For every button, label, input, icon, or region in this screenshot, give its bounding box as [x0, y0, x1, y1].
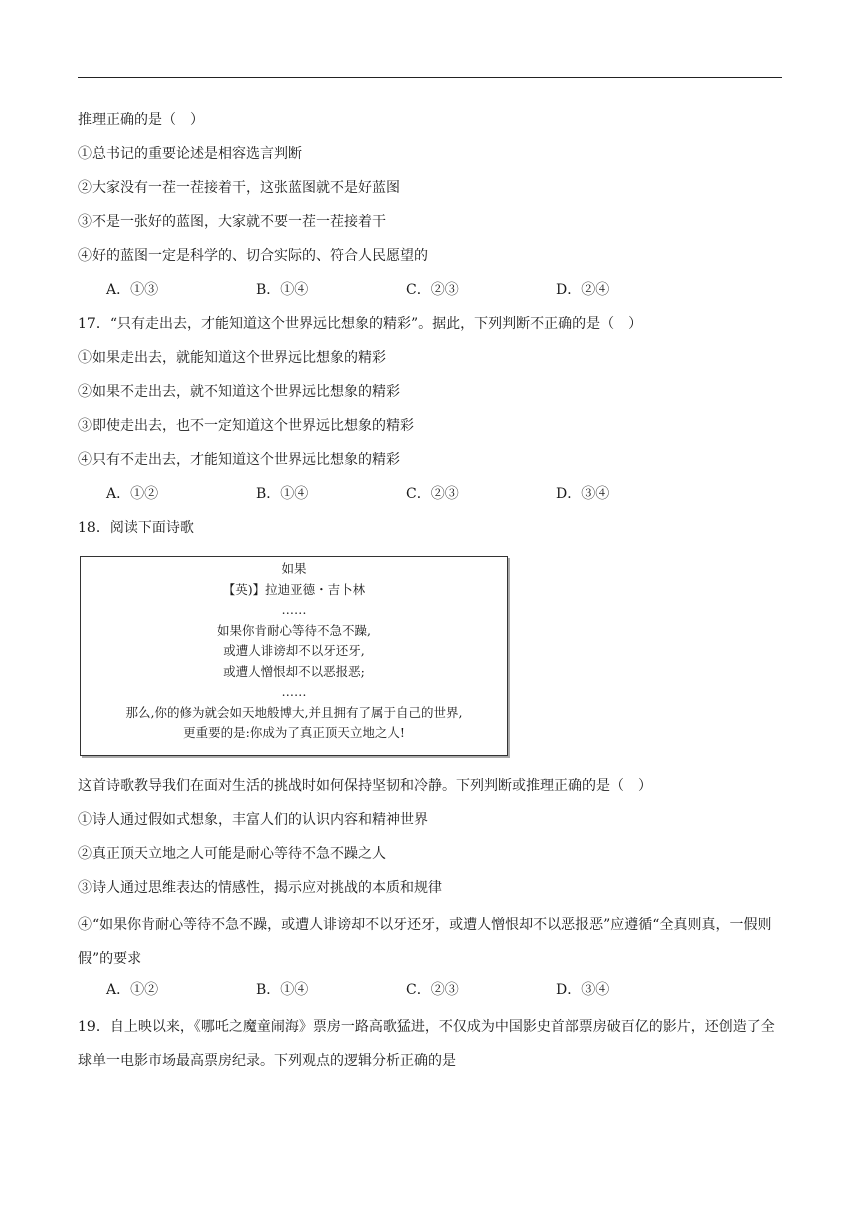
q18-options	[78, 976, 788, 1010]
q17-item-1: ①如果走出去，就能知道这个世界远比想象的精彩	[78, 350, 386, 366]
q17-item-4: ④只有不走出去，才能知道这个世界远比想象的精彩	[78, 452, 400, 468]
q16-item-4: ④好的蓝图一定是科学的、切合实际的、符合人民愿望的	[78, 248, 428, 264]
poem-box	[80, 556, 508, 756]
poem-line: 或遭人诽谤却不以牙还牙,	[223, 643, 365, 658]
q18-option-c[interactable]: C．②③	[406, 982, 459, 998]
q17-item-2: ②如果不走出去，就不知道这个世界远比想象的精彩	[78, 384, 400, 400]
q17-item-3: ③即使走出去，也不一定知道这个世界远比想象的精彩	[78, 418, 414, 434]
q18-item-4: ④“如果你肯耐心等待不急不躁，或遭人诽谤却不以牙还牙，或遭人憎恨却不以恶报恶”应遵循“全真则真，一假则假”的要求	[78, 917, 772, 967]
q16-option-d[interactable]: D．②④	[556, 282, 610, 298]
poem-ellipsis: ……	[281, 684, 307, 699]
poem-line: 或遭人憎恨却不以恶报恶;	[223, 663, 365, 679]
poem-line: 如果你肯耐心等待不急不躁,	[217, 622, 371, 638]
q17-option-d[interactable]: D．③④	[556, 486, 610, 502]
q18-option-d[interactable]: D．③④	[556, 982, 610, 998]
q16-options	[78, 276, 788, 310]
q17-stem: 17．“只有走出去，才能知道这个世界远比想象的精彩”。据此，下列判断不正确的是（ ）	[78, 316, 643, 332]
q16-option-a[interactable]: A．①③	[106, 282, 159, 298]
q16-stem: 推理正确的是（ ）	[78, 112, 204, 128]
q18-item-3: ③诗人通过思维表达的情感性，揭示应对挑战的本质和规律	[78, 880, 442, 896]
q17-options	[78, 480, 788, 514]
q18-option-a[interactable]: A．①②	[106, 982, 159, 998]
q17-option-b[interactable]: B．①④	[256, 486, 309, 502]
q16-item-1: ①总书记的重要论述是相容选言判断	[78, 146, 302, 162]
q17-option-a[interactable]: A．①②	[106, 486, 159, 502]
header-rule	[78, 77, 782, 78]
poem-author: 【英)】拉迪亚德・吉卜林	[222, 581, 366, 597]
poem-line: 更重要的是:你成为了真正顶天立地之人!	[183, 725, 405, 740]
q16-item-3: ③不是一张好的蓝图，大家就不要一茬一茬接着干	[78, 214, 386, 230]
poem-ellipsis: ……	[281, 602, 307, 617]
q16-option-c[interactable]: C．②③	[406, 282, 459, 298]
q19-stem: 19．自上映以来，《哪吒之魔童闹海》票房一路高歌猛进，不仅成为中国影史首部票房破百亿的影片，还创造了全球单一电影市场最高票房纪录。下列观点的逻辑分析正确的是	[78, 1019, 775, 1069]
q18-question: 这首诗歌教导我们在面对生活的挑战时如何保持坚韧和冷静。下列判断或推理正确的是（ ）	[78, 778, 652, 794]
poem-line: 那么,你的修为就会如天地般博大,并且拥有了属于自己的世界,	[125, 704, 463, 720]
poem-title: 如果	[281, 561, 307, 576]
q16-item-2: ②大家没有一茬一茬接着干，这张蓝图就不是好蓝图	[78, 180, 400, 196]
q18-item-1: ①诗人通过假如式想象，丰富人们的认识内容和精神世界	[78, 812, 428, 828]
q18-option-b[interactable]: B．①④	[256, 982, 309, 998]
page-content	[78, 106, 788, 1078]
q17-option-c[interactable]: C．②③	[406, 486, 459, 502]
q18-stem: 18．阅读下面诗歌	[78, 520, 194, 536]
q18-item-2: ②真正顶天立地之人可能是耐心等待不急不躁之人	[78, 846, 386, 862]
q16-option-b[interactable]: B．①④	[256, 282, 309, 298]
